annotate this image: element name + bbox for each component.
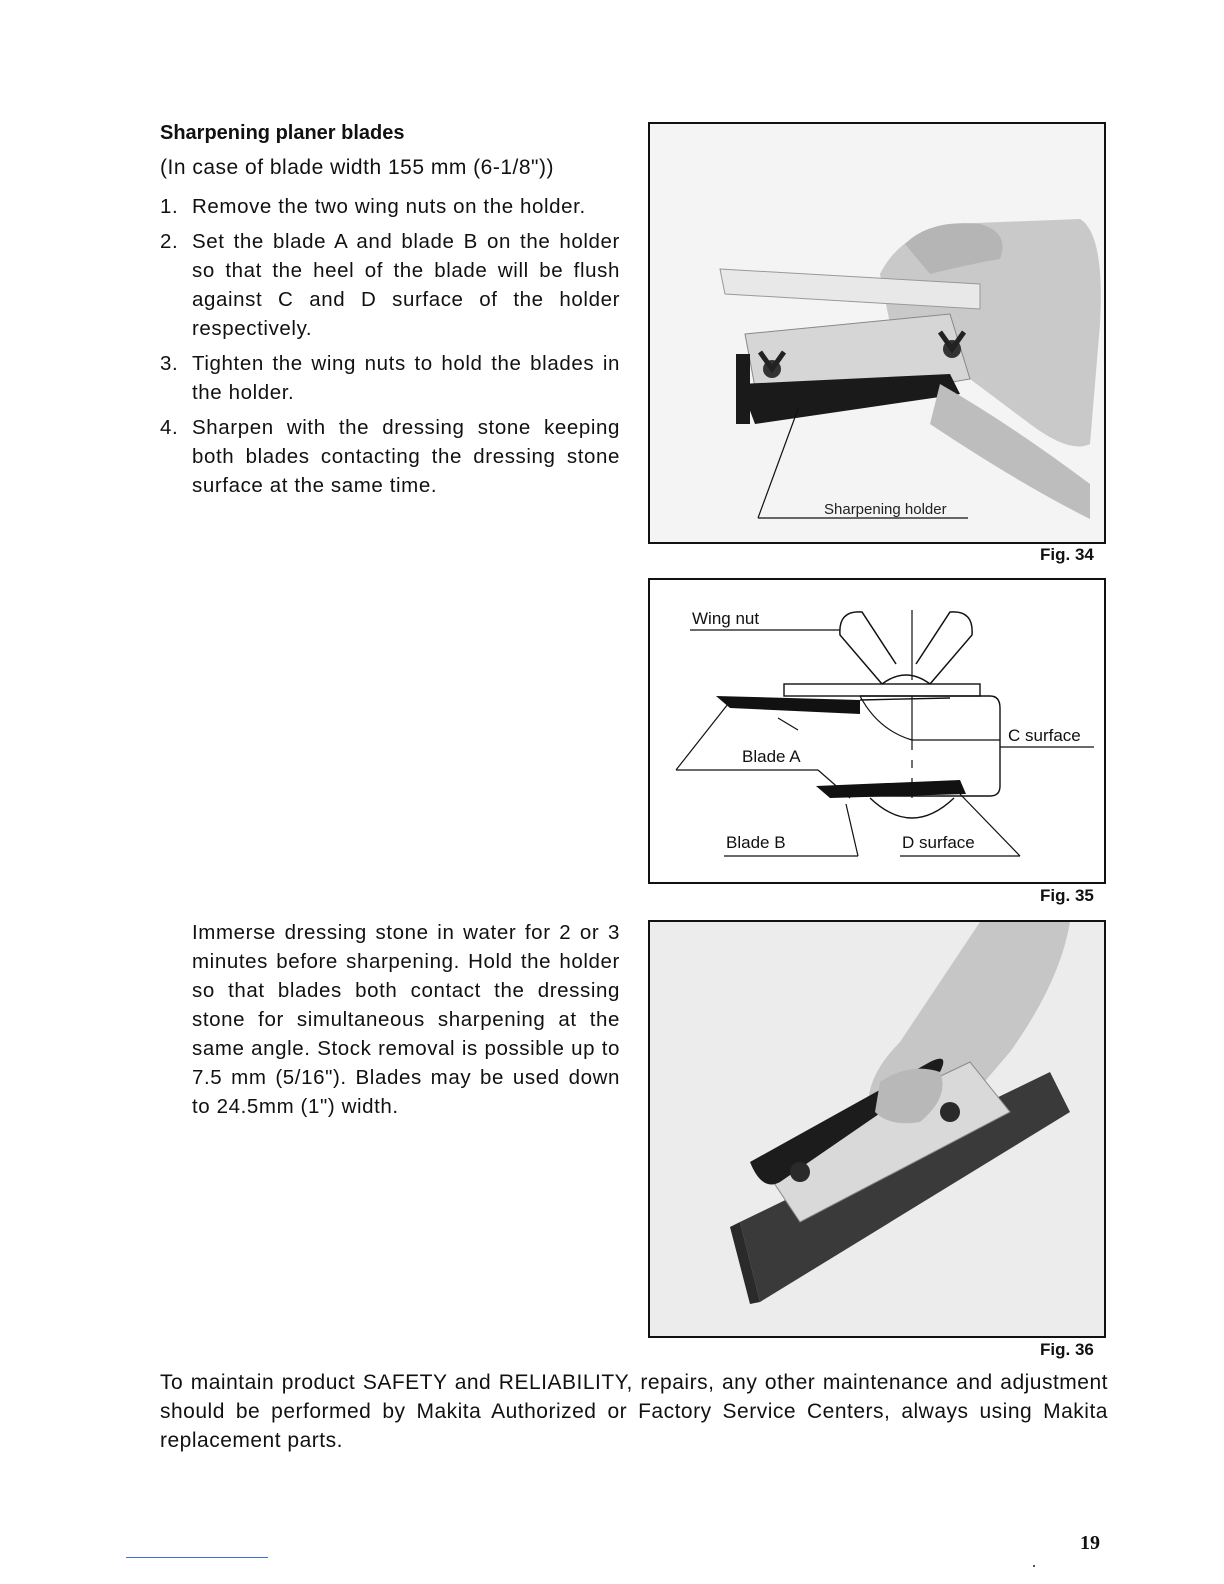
step-number: 2.: [160, 230, 179, 253]
step-text: Sharpen with the dressing stone keeping both blades contacting the dressing stone surface at the same time.: [192, 416, 620, 497]
step-item: [160, 192, 620, 221]
blade-b-label: Blade B: [726, 833, 786, 852]
step-text: Set the blade A and blade B on the holder so that the heel of the blade will be flush against C and D surface of the holder respectively.: [192, 230, 620, 340]
sharpening-holder-label: Sharpening holder: [824, 501, 947, 518]
figure-36-caption: Fig. 36: [1040, 1340, 1094, 1359]
figure-35-caption: Fig. 35: [1040, 886, 1094, 905]
step-item: [160, 349, 620, 407]
dressing-stone-note: Immerse dressing stone in water for 2 or 3 minutes before sharpening. Hold the holder so that blades both contact the dressing stone for simultaneous sharpening at the same angle. Stock removal is possible up to 7.5 mm (5/16"). Blades may be used down to 24.5mm (1") width.: [192, 921, 620, 1118]
step-number: 1.: [160, 195, 179, 218]
step-number: 3.: [160, 352, 179, 375]
figure-34-caption: Fig. 34: [1040, 545, 1094, 564]
step-item: [160, 413, 620, 500]
wing-nut-label: Wing nut: [692, 609, 760, 628]
page-number: 19: [1080, 1532, 1100, 1554]
section-heading: Sharpening planer blades: [160, 122, 405, 144]
d-surface-label: D surface: [902, 833, 975, 852]
blade-a-label: Blade A: [742, 747, 801, 766]
step-number: 4.: [160, 416, 179, 439]
sharpening-holder-illustration: [650, 124, 1104, 542]
scan-artifact-line: [126, 1557, 268, 1558]
step-text: Remove the two wing nuts on the holder.: [192, 195, 586, 218]
safety-notice: To maintain product SAFETY and RELIABILITY, repairs, any other maintenance and adjustment should be performed by Makita Authorized or Factory Service Centers, always using Makita replacement parts.: [160, 1371, 1108, 1452]
figure-35-diagram: [648, 578, 1106, 884]
wing-nut-blade-diagram: [650, 580, 1104, 882]
dressing-stone-illustration: [650, 922, 1104, 1336]
step-text: Tighten the wing nuts to hold the blades in the holder.: [192, 352, 620, 404]
c-surface-label: C surface: [1008, 726, 1081, 745]
steps-list: [160, 192, 620, 506]
scan-artifact-dot: [1033, 1565, 1035, 1567]
section-subheading: (In case of blade width 155 mm (6-1/8")): [160, 156, 554, 179]
figure-34-photo: [648, 122, 1106, 544]
figure-36-photo: [648, 920, 1106, 1338]
step-item: [160, 227, 620, 343]
